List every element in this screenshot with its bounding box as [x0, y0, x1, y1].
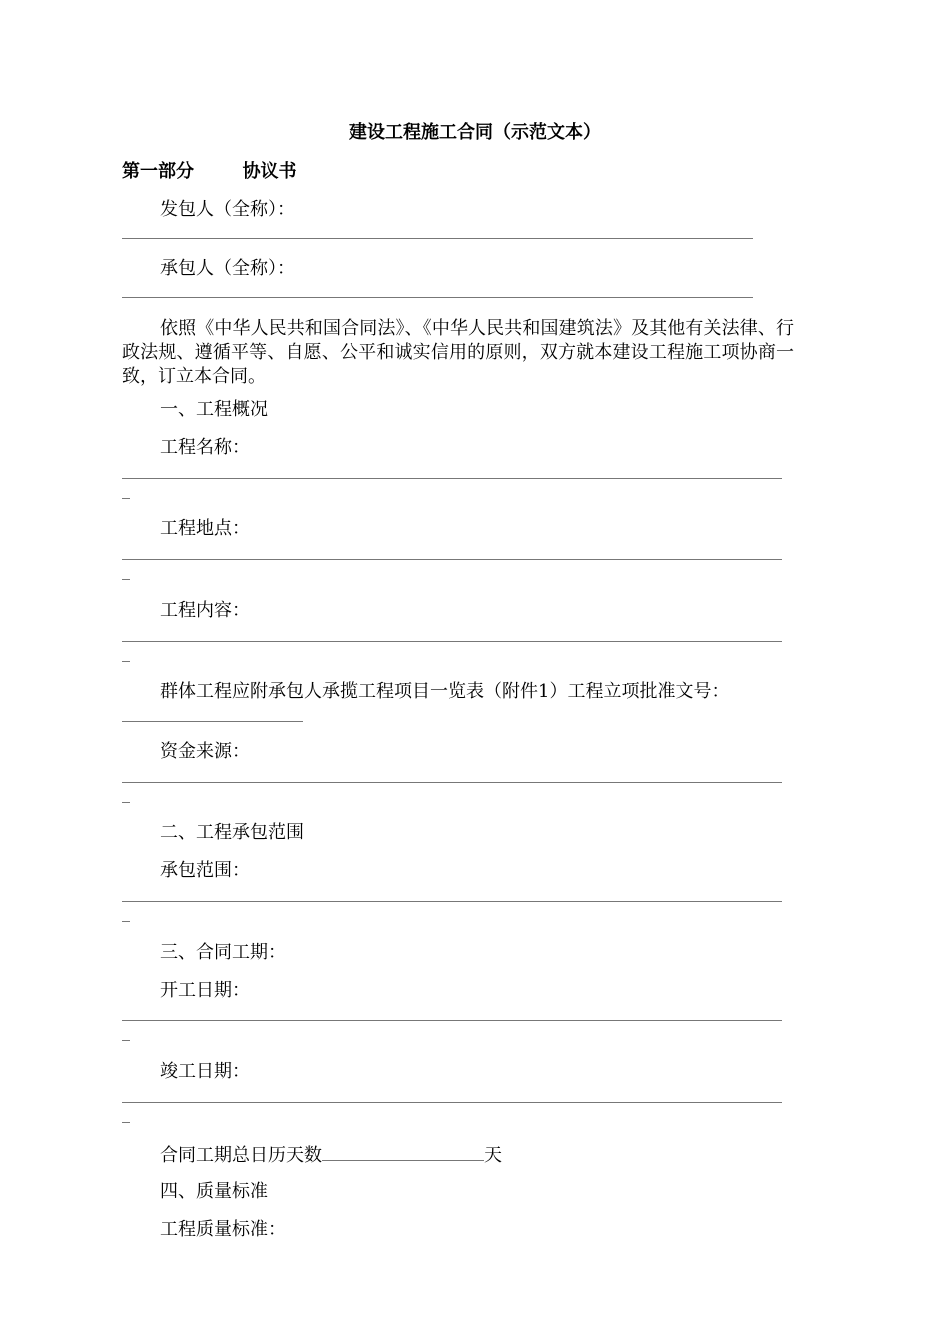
project-location-label: 工程地点： [160, 518, 250, 539]
project-content-blank-tail [122, 661, 130, 662]
employer-label: 发包人（全称）： [160, 199, 295, 220]
document-title: 建设工程施工合同（示范文本） [349, 122, 601, 143]
start-date-blank-line[interactable] [122, 1020, 782, 1021]
scope-blank-line[interactable] [122, 901, 782, 902]
scope-blank-tail [122, 921, 130, 922]
project-content-blank-line[interactable] [122, 641, 782, 642]
contractor-blank-line[interactable] [122, 297, 753, 298]
completion-date-label: 竣工日期： [160, 1061, 250, 1082]
project-name-blank-tail [122, 498, 130, 499]
funding-source-blank-line[interactable] [122, 782, 782, 783]
project-location-blank-line[interactable] [122, 559, 782, 560]
total-days-blank[interactable] [322, 1142, 484, 1161]
section-3-heading: 三、合同工期： [160, 942, 286, 963]
total-days-prefix: 合同工期总日历天数 [160, 1145, 322, 1166]
part-heading [122, 160, 297, 184]
start-date-label: 开工日期： [160, 980, 250, 1001]
employer-blank-line[interactable] [122, 238, 753, 239]
part-number: 第一部分 [122, 161, 194, 182]
funding-source-label: 资金来源： [160, 741, 250, 762]
group-project-text: 群体工程应附承包人承揽工程项目一览表（附件1）工程立项批准文号： [160, 681, 730, 702]
project-name-label: 工程名称： [160, 437, 250, 458]
approval-number-blank-line[interactable] [122, 721, 303, 722]
total-days-line [160, 1142, 502, 1168]
funding-source-blank-tail [122, 802, 130, 803]
project-location-blank-tail [122, 579, 130, 580]
quality-standard-label: 工程质量标准： [160, 1219, 286, 1240]
intro-paragraph: 依照《中华人民共和国合同法》、《中华人民共和国建筑法》及其他有关法律、行政法规、遵循平等、自愿、公平和诚实信用的原则，双方就本建设工程施工项协商一致，订立本合同。 [122, 318, 794, 387]
section-1-heading: 一、工程概况 [160, 399, 268, 420]
contractor-label: 承包人（全称）： [160, 258, 295, 279]
completion-date-blank-tail [122, 1122, 130, 1123]
completion-date-blank-line[interactable] [122, 1102, 782, 1103]
start-date-blank-tail [122, 1040, 130, 1041]
part-name: 协议书 [242, 161, 297, 182]
section-4-heading: 四、质量标准 [160, 1181, 268, 1202]
scope-label: 承包范围： [160, 860, 250, 881]
total-days-suffix: 天 [484, 1145, 502, 1166]
project-content-label: 工程内容： [160, 600, 250, 621]
project-name-blank-line[interactable] [122, 478, 782, 479]
section-2-heading: 二、工程承包范围 [160, 822, 304, 843]
